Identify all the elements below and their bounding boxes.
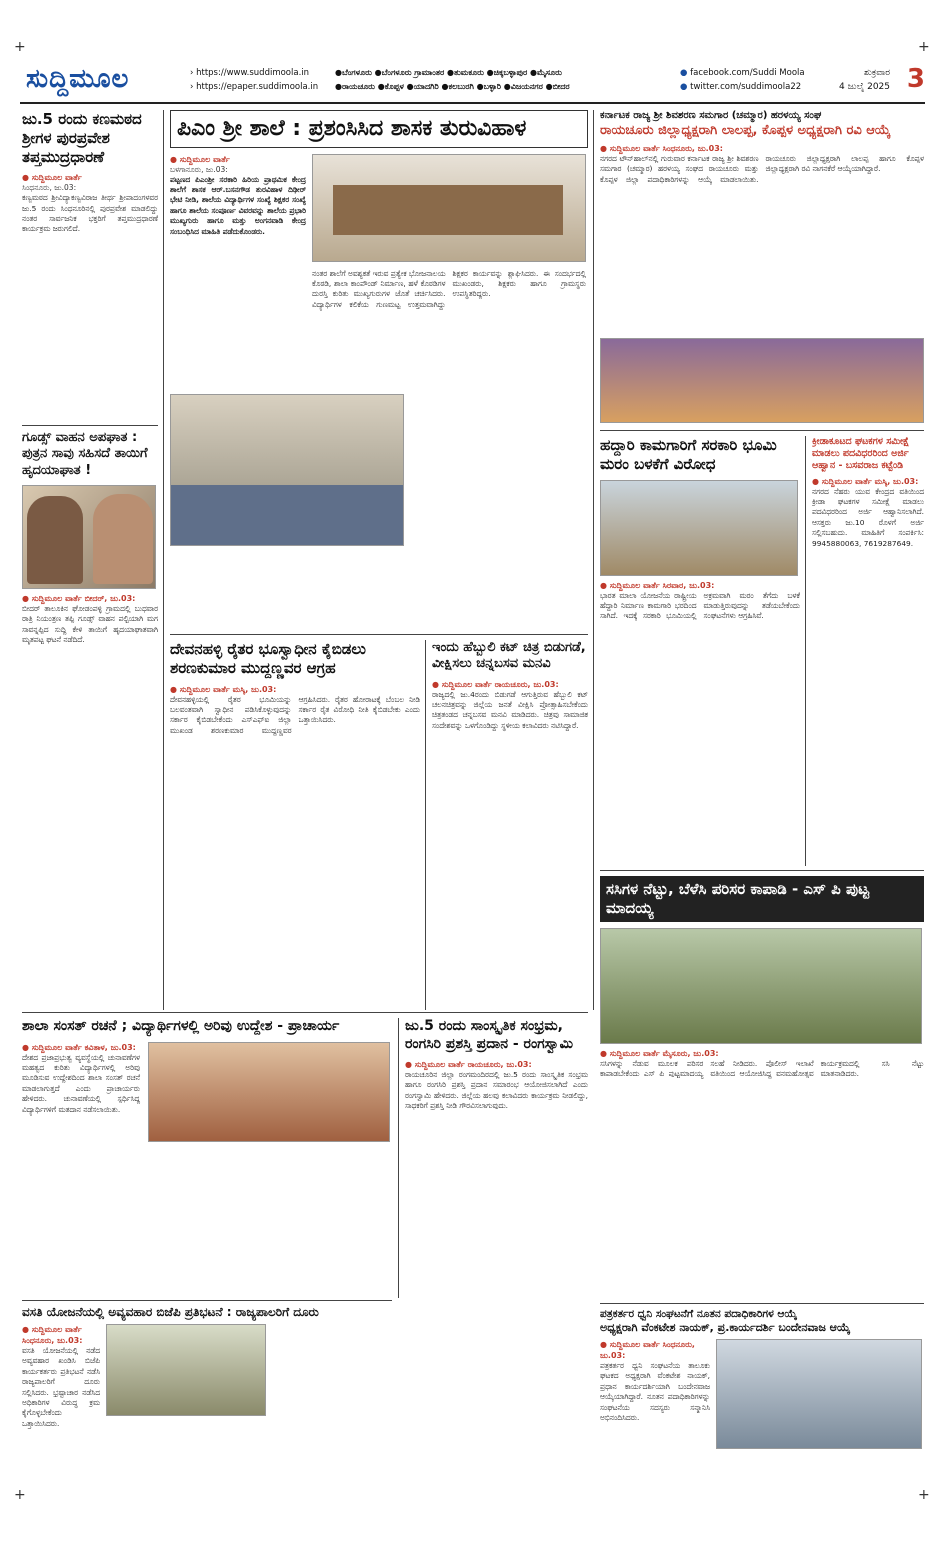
- twitter-link[interactable]: twitter.com/suddimoola22: [690, 82, 802, 92]
- tree-planting-photo: [600, 928, 922, 1044]
- headline-main: ಅಧ್ಯಕ್ಷರಾಗಿ ವೆಂಕಟೇಶ ನಾಯಕ್, ಪ್ರ.ಕಾರ್ಯದರ್ಶಿ ಬಂದೇನವಾಜ ಆಯ್ಕೆ: [600, 1321, 851, 1335]
- article-body: ನಗರದ ನೆಹರು ಯುವ ಕೇಂದ್ರದ ವತಿಯಿಂದ ಕ್ರೀಡಾ ಘಟಕಗಳ ಸಮೀಕ್ಷೆ ಮಾಡಲು ಪದವಿಧರರಿಂದ ಅರ್ಜಿ ಆಹ್ವಾನಿಸಲಾಗಿದೆ. ಆಸಕ್ತರು ಜು.10 ರೊಳಗೆ ಅರ್ಜಿ ಸಲ್ಲಿಸಬಹುದು. ಮಾಹಿತಿಗೆ ಸಂಪರ್ಕಿಸಿ: 9945880063, 7619287649.: [812, 486, 924, 548]
- byline: ● ಸುದ್ದಿಮೂಲ ವಾರ್ತೆ ಸಿಂಧನೂರು, ಜು.03:: [600, 143, 723, 153]
- article-highway-marram: [600, 436, 800, 866]
- headline: ಇಂದು ಹೆಬ್ಬುಲಿ ಕಟ್ ಚಿತ್ರ ಬಿಡುಗಡೆ, ವೀಕ್ಷಿಸಲು ಚನ್ನಬಸವ ಮನವಿ: [432, 640, 586, 672]
- byline: ● ಸುದ್ದಿಮೂಲ ವಾರ್ತೆ ಸಿರವಾರ, ಜು.03:: [600, 580, 715, 590]
- masthead: [20, 62, 925, 104]
- byline: ● ಸುದ್ದಿಮೂಲ ವಾರ್ತೆ ಬೀದರ್, ಜು.03:: [22, 593, 136, 603]
- article-housing-scam-protest: [22, 1305, 392, 1485]
- facebook-link[interactable]: facebook.com/Suddi Moola: [690, 68, 805, 78]
- protest-photo: [600, 480, 798, 576]
- day: ಶುಕ್ರವಾರ: [864, 68, 890, 78]
- article-pm-shri-school: [170, 110, 588, 630]
- article-body: ಭಾರತ ಮಾಲಾ ಯೋಜನೆಯ ರಾಷ್ಟ್ರೀಯ ಹೆದ್ದಾರಿ ನಿರ್ಮಾಣ ಕಾಮಗಾರಿ ಭರದಿಂದ ಸಾಗಿದೆ. ಇದಕ್ಕೆ ಸರಕಾರಿ ಭೂಮಿಯಲ್ಲಿ ಅಕ್ರಮವಾಗಿ ಮರಂ ತೆಗೆದು ಬಳಕೆ ಮಾಡುತ್ತಿರುವುದನ್ನು ತಡೆಯಬೇಕೆಂದು ಸಂಘಟನೆಗಳು ಆಗ್ರಹಿಸಿವೆ.: [600, 590, 800, 621]
- article-samagara-sangha: [600, 110, 924, 425]
- byline: ● ಸುದ್ದಿಮೂಲ ವಾರ್ತೆ: [170, 154, 230, 164]
- newspaper-logo: ಸುದ್ದಿಮೂಲ: [26, 64, 130, 94]
- headline: ಸಸಿಗಳ ನೆಟ್ಟು, ಬೆಳೆಸಿ ಪರಿಸರ ಕಾಪಾಡಿ - ಎಸ್ ಪಿ ಪುಟ್ಟ ಮಾದಯ್ಯ: [600, 876, 924, 922]
- byline: ● ಸುದ್ದಿಮೂಲ ವಾರ್ತೆ ಮಸ್ಕಿ, ಜು.03:: [170, 684, 277, 694]
- twitter-icon: ●: [680, 82, 688, 92]
- headline: ಜು.5 ರಂದು ಕಣಮಠದ ಶ್ರೀಗಳ ಪುರಪ್ರವೇಶ ತಪ್ತಮುದ್ರಧಾರಣೆ: [22, 110, 142, 166]
- article-body: ಸಸಿಗಳನ್ನು ನೆಡುವ ಮೂಲಕ ಪರಿಸರ ಕಾಪಾಡಬೇಕೆಂದು ಎಸ್ ಪಿ ಪುಟ್ಟಮಾದಯ್ಯ ಸಲಹೆ ನೀಡಿದರು. ಪೊಲೀಸ್ ಇಲಾಖೆ ವತಿಯಿಂದ ಆಯೋಜಿಸಿದ್ದ ವನಮಹೋತ್ಸವ ಕಾರ್ಯಕ್ರಮದಲ್ಲಿ ಸಸಿ ನೆಟ್ಟು ಮಾತನಾಡಿದರು.: [600, 1058, 924, 1078]
- headline: ಜು.5 ರಂದು ಸಾಂಸ್ಕೃತಿಕ ಸಂಭ್ರಮ, ರಂಗಸಿರಿ ಪ್ರಶಸ್ತಿ ಪ್ರದಾನ - ರಂಗಸ್ವಾಮಿ: [405, 1018, 574, 1052]
- article-goods-accident: [22, 430, 158, 1010]
- office-bearers-photo: [716, 1339, 922, 1449]
- facebook-icon: ●: [680, 68, 688, 78]
- headline: ದೇವನಹಳ್ಳಿ ರೈತರ ಭೂಸ್ವಾಧೀನ ಕೈಬಿಡಲು ಶರಣಕುಮಾರ ಮುದ್ದಣ್ಣವರ ಆಗ್ರಹ: [170, 640, 366, 677]
- date: 4 ಜುಲೈ 2025: [839, 82, 890, 92]
- article-body: ನಗರದ ಟೌನ್‌ಹಾಲ್‌ನಲ್ಲಿ ಗುರುವಾರ ಕರ್ನಾಟಕ ರಾಜ್ಯ ಶ್ರೀ ಶಿವಶರಣ ಸಮಗಾರ (ಚಮ್ಮಾರ) ಹರಳಯ್ಯ ಸಂಘದ ರಾಯಚೂರು ಮತ್ತು ಕೊಪ್ಪಳ ಜಿಲ್ಲಾ ಪದಾಧಿಕಾರಿಗಳನ್ನು ಆಯ್ಕೆ ಮಾಡಲಾಯಿತು. ರಾಯಚೂರು ಜಿಲ್ಲಾಧ್ಯಕ್ಷರಾಗಿ ಲಾಲಪ್ಪ ಹಾಗೂ ಕೊಪ್ಪಳ ಜಿಲ್ಲಾಧ್ಯಕ್ಷರಾಗಿ ರವಿ ನಾಗನಕೆರೆ ಆಯ್ಕೆಯಾಗಿದ್ದಾರೆ.: [600, 153, 924, 184]
- headline-main: ರಾಯಚೂರು ಜಿಲ್ಲಾಧ್ಯಕ್ಷರಾಗಿ ಲಾಲಪ್ಪ, ಕೊಪ್ಪಳ ಅಧ್ಯಕ್ಷರಾಗಿ ರವಿ ಆಯ್ಕೆ: [600, 122, 891, 138]
- registration-mark: +: [14, 1487, 26, 1503]
- protest-photo: [106, 1324, 266, 1416]
- headline: ಹದ್ದಾರಿ ಕಾಮಗಾರಿಗೆ ಸರಕಾರಿ ಭೂಮಿ ಮರಂ ಬಳಕೆಗೆ ವಿರೋಧ: [600, 436, 777, 473]
- article-body: ದೇವನಹಳ್ಳಿಯಲ್ಲಿ ರೈತರ ಭೂಮಿಯನ್ನು ಬಲವಂತವಾಗಿ ಸ್ವಾಧೀನ ಪಡಿಸಿಕೊಳ್ಳುವುದನ್ನು ಸರ್ಕಾರ ಕೈಬಿಡಬೇಕೆಂದು ಎಸ್ಎಫ್ಐ ಜಿಲ್ಲಾ ಮುಖಂಡ ಶರಣಕುಮಾರ ಮುದ್ದಣ್ಣವರ ಆಗ್ರಹಿಸಿದರು. ರೈತರ ಹೋರಾಟಕ್ಕೆ ಬೆಂಬಲ ನೀಡಿ ಸರ್ಕಾರ ರೈತ ವಿರೋಧಿ ನೀತಿ ಕೈಬಿಡಬೇಕು ಎಂದು ಒತ್ತಾಯಿಸಿದರು.: [170, 694, 420, 735]
- epaper-link[interactable]: https://epaper.suddimoola.in: [196, 82, 319, 92]
- article-body: ಪತ್ರಕರ್ತರ ಧ್ವನಿ ಸಂಘಟನೆಯ ತಾಲೂಕು ಘಟಕದ ಅಧ್ಯಕ್ಷರಾಗಿ ವೆಂಕಟೇಶ ನಾಯಕ್, ಪ್ರಧಾನ ಕಾರ್ಯದರ್ಶಿಯಾಗಿ ಬಂದೇನವಾಜ ಆಯ್ಕೆಯಾಗಿದ್ದಾರೆ. ನೂತನ ಪದಾಧಿಕಾರಿಗಳನ್ನು ಸಂಘಟನೆಯ ಸದಸ್ಯರು ಸನ್ಮಾನಿಸಿ ಅಭಿನಂದಿಸಿದರು.: [600, 1360, 710, 1422]
- article-body: ವಸತಿ ಯೋಜನೆಯಲ್ಲಿ ನಡೆದ ಅವ್ಯವಹಾರ ಖಂಡಿಸಿ ಬಿಜೆಪಿ ಕಾರ್ಯಕರ್ತರು ಪ್ರತಿಭಟನೆ ನಡೆಸಿ ರಾಜ್ಯಪಾಲರಿಗೆ ದೂರು ಸಲ್ಲಿಸಿದರು. ಭ್ರಷ್ಟಾಚಾರ ನಡೆಸಿದ ಅಧಿಕಾರಿಗಳ ವಿರುದ್ಧ ಕ್ರಮ ಕೈಗೊಳ್ಳಬೇಕೆಂದು ಒತ್ತಾಯಿಸಿದರು.: [22, 1346, 100, 1428]
- byline: ● ಸುದ್ದಿಮೂಲ ವಾರ್ತೆ ಕವಿತಾಳ, ಜು.03:: [22, 1042, 136, 1052]
- article-body: ಕಣ್ವಮಠದ ಶ್ರೀವಿದ್ಯಾಕಣ್ವವಿರಾಜ ತೀರ್ಥ ಶ್ರೀಪಾದಂಗಳವರ ಜು.5 ರಂದು ಸಿಂಧನೂರಿನಲ್ಲಿ ಪುರಪ್ರವೇಶ ಮಾಡಲಿದ್ದು ನಂತರ ಸಾರ್ವಜನಿಕ ಭಕ್ತರಿಗೆ ತಪ್ತಮುದ್ರಧಾರಣೆ ಕಾರ್ಯಕ್ರಮ ಜರುಗಲಿದೆ.: [22, 193, 158, 234]
- registration-mark: +: [14, 39, 26, 55]
- edition-cities: [335, 66, 695, 94]
- article-devanahalli: [170, 640, 420, 1010]
- headline: ಪಿಎಂ ಶ್ರೀ ಶಾಲೆ : ಪ್ರಶಂಸಿಸಿದ ಶಾಸಕ ತುರುವಿಹಾಳ: [170, 110, 588, 148]
- article-lead: ಪಟ್ಟಣದ ಪಿಎಂಶ್ರೀ ಸರಕಾರಿ ಹಿರಿಯ ಪ್ರಾಥಮಿಕ ಕೇಂದ್ರ ಶಾಲೆಗೆ ಶಾಸಕ ಆರ್.ಬಸನಗೌಡ ತುರವಿಹಾಳ ದಿಢೀರ್ ಭೇಟಿ ನೀಡಿ, ಶಾಲೆಯ ವಿದ್ಯಾರ್ಥಿಗಳ ಸಂಖ್ಯೆ ಶಿಕ್ಷಕರ ಸಂಖ್ಯೆ ಹಾಗೂ ಶಾಲೆಯ ಸಂಪೂರ್ಣ ವಿವರವನ್ನು ಶಾಲೆಯ ಪ್ರಭಾರಿ ಮುಖ್ಯಗುರು ಹಾಗೂ ಮತ್ತು ಅಂಗನವಾಡಿ ಕೇಂದ್ರ ಸಂಬಂಧಿಸಿದ ಮಾಹಿತಿ ಪಡೆದುಕೊಂಡರು.: [170, 174, 306, 236]
- article-body: ನಂತರ ಶಾಲೆಗೆ ಅವಶ್ಯಕತೆ ಇರುವ ಪ್ರತ್ಯೇಕ ಭೋಜನಾಲಯ ಕೊಠಡಿ, ಶಾಲಾ ಕಾಂಪೌಂಡ್ ನಿರ್ಮಾಣ, ಹಳೆ ಕೊಠಡಿಗಳ ದುರಸ್ತಿ ಕುರಿತು ಮುಖ್ಯಗುರುಗಳ ಜೊತೆ ಚರ್ಚಿಸಿದರು. ವಿದ್ಯಾರ್ಥಿಗಳ ಕಲಿಕೆಯ ಗುಣಮಟ್ಟ ಉತ್ತಮವಾಗಿದ್ದು ಶಿಕ್ಷಕರ ಕಾರ್ಯವನ್ನು ಶ್ಲಾಘಿಸಿದರು. ಈ ಸಂದರ್ಭದಲ್ಲಿ ಮುಖಂಡರು, ಶಿಕ್ಷಕರು ಹಾಗೂ ಗ್ರಾಮಸ್ಥರು ಉಪಸ್ಥಿತರಿದ್ದರು.: [312, 268, 586, 309]
- page-number: 3: [906, 64, 925, 94]
- school-parliament-photo: [148, 1042, 390, 1142]
- date-block: [839, 66, 890, 94]
- website-links: › https://www.suddimoola.in › https://epaper.suddimoola.in: [190, 68, 319, 92]
- dateline: ಸಿಂಧನೂರು, ಜು.03:: [22, 183, 77, 193]
- article-hebbuli-cut: [432, 640, 588, 1010]
- byline: ● ಸುದ್ದಿಮೂಲ ವಾರ್ತೆ: [22, 173, 82, 183]
- article-body: ಬೀದರ್ ತಾಲೂಕಿನ ಘೋಡಂಪಳ್ಳಿ ಗ್ರಾಮದಲ್ಲಿ ಬುಧವಾರ ರಾತ್ರಿ ನಿಯಂತ್ರಣ ತಪ್ಪಿ ಗೂಡ್ಸ್ ವಾಹನ ಪಲ್ಟಿಯಾಗಿ ಮಗ ಸಾವನ್ನಪ್ಪಿದ ಸುದ್ದಿ ಕೇಳಿ ತಾಯಿಗೆ ಹೃದಯಾಘಾತವಾಗಿ ಮೃತಪಟ್ಟ ಘಟನೆ ನಡೆದಿದೆ.: [22, 603, 158, 644]
- registration-mark: +: [918, 1487, 930, 1503]
- article-journalists-union: [600, 1308, 924, 1488]
- article-sports-survey: [812, 436, 924, 866]
- article-school-parliament: [22, 1018, 392, 1288]
- byline: ● ಸುದ್ದಿಮೂಲ ವಾರ್ತೆ ಮೈಸೂರು, ಜು.03:: [600, 1048, 719, 1058]
- byline: ● ಸುದ್ದಿಮೂಲ ವಾರ್ತೆ ಮಸ್ಕಿ, ಜು.03:: [812, 476, 919, 486]
- edition-cities-line: ●ಬೆಂಗಳೂರು ●ಬೆಂಗಳೂರು ಗ್ರಾಮಾಂತರ ●ತುಮಕೂರು ●ಚಿಕ್ಕಬಳ್ಳಾಪುರ ●ಮೈಸೂರು: [335, 68, 562, 77]
- social-links: [680, 66, 805, 94]
- headline: ಶಾಲಾ ಸಂಸತ್ ರಚನೆ ; ವಿದ್ಯಾರ್ಥಿಗಳಲ್ಲಿ ಅರಿವು ಉದ್ದೇಶ - ಪ್ರಾಚಾರ್ಯ: [22, 1018, 340, 1034]
- edition-cities-line: ●ರಾಯಚೂರು ●ಕೊಪ್ಪಳ ●ಯಾದಗಿರಿ ●ಕಲಬುರಗಿ ●ಬಳ್ಳಾರಿ ●ವಿಜಯನಗರ ●ಬೀದರ: [335, 82, 570, 91]
- article-kanamatha: [22, 110, 158, 410]
- article-body: ರಾಜ್ಯದಲ್ಲಿ ಜು.4ರಂದು ಬಿಡುಗಡೆ ಆಗುತ್ತಿರುವ ಹೆಬ್ಬುಲಿ ಕಟ್ ಚಲನಚಿತ್ರವನ್ನು ಜಿಲ್ಲೆಯ ಜನತೆ ವೀಕ್ಷಿಸಿ ಪ್ರೋತ್ಸಾಹಿಸಬೇಕೆಂದು ಚಿತ್ರತಂಡದ ಚನ್ನಬಸವ ಮನವಿ ಮಾಡಿದರು. ಚಿತ್ರವು ಸಾಮಾಜಿಕ ಸಂದೇಶವನ್ನು ಒಳಗೊಂಡಿದ್ದು ಸ್ಥಳೀಯ ಕಲಾವಿದರು ನಟಿಸಿದ್ದಾರೆ.: [432, 689, 588, 730]
- byline: ● ಸುದ್ದಿಮೂಲ ವಾರ್ತೆ ಸಿಂಧನೂರು, ಜು.03:: [600, 1339, 695, 1360]
- headline: ಕರ್ನಾಟಕ ರಾಜ್ಯ ಶ್ರೀ ಶಿವಶರಣ ಸಮಗಾರ (ಚಮ್ಮಾರ) ಹರಳಯ್ಯ ಸಂಘ: [600, 110, 822, 121]
- byline: ● ಸುದ್ದಿಮೂಲ ವಾರ್ತೆ ರಾಯಚೂರು, ಜು.03:: [405, 1060, 532, 1069]
- article-tree-planting: [600, 876, 924, 1301]
- byline: ● ಸುದ್ದಿಮೂಲ ವಾರ್ತೆ ಸಿಂಧನೂರು, ಜು.03:: [22, 1325, 83, 1345]
- article-rangasiri-award: [405, 1018, 588, 1488]
- headline: ವಸತಿ ಯೋಜನೆಯಲ್ಲಿ ಅವ್ಯವಹಾರ ಬಿಜೆಪಿ ಪ್ರತಿಭಟನೆ : ರಾಜ್ಯಪಾಲರಿಗೆ ದೂರು: [22, 1305, 319, 1319]
- classroom-photo: [312, 154, 586, 262]
- accident-photo: [22, 485, 156, 589]
- headline: ಗೂಡ್ಸ್ ವಾಹನ ಅಪಘಾತ : ಪುತ್ರನ ಸಾವು ಸಹಿಸದೆ ತಾಯಿಗೆ ಹೃದಯಾಘಾತ !: [22, 430, 148, 478]
- dateline: ಬಳಗಾನೂರು, ಜು.03:: [170, 164, 228, 174]
- headline: ಪತ್ರಕರ್ತರ ಧ್ವನಿ ಸಂಘಟನೆಗೆ ನೂತನ ಪದಾಧಿಕಾರಿಗಳ ಆಯ್ಕೆ: [600, 1308, 798, 1320]
- registration-mark: +: [918, 39, 930, 55]
- article-body: ರಾಯಚೂರಿನ ಜಿಲ್ಲಾ ರಂಗಮಂದಿರದಲ್ಲಿ ಜು.5 ರಂದು ಸಾಂಸ್ಕೃತಿಕ ಸಂಭ್ರಮ ಹಾಗೂ ರಂಗಸಿರಿ ಪ್ರಶಸ್ತಿ ಪ್ರದಾನ ಸಮಾರಂಭ ಆಯೋಜಿಸಲಾಗಿದೆ ಎಂದು ರಂಗಸ್ವಾಮಿ ಹೇಳಿದರು. ಜಿಲ್ಲೆಯ ಹಲವು ಕಲಾವಿದರು ಕಾರ್ಯಕ್ರಮ ನೀಡಲಿದ್ದು, ಸಾಧಕರಿಗೆ ಪ್ರಶಸ್ತಿ ನೀಡಿ ಗೌರವಿಸಲಾಗುವುದು.: [405, 1070, 588, 1111]
- byline: ● ಸುದ್ದಿಮೂಲ ವಾರ್ತೆ ರಾಯಚೂರು, ಜು.03:: [432, 679, 559, 689]
- website-link[interactable]: https://www.suddimoola.in: [196, 68, 310, 78]
- headline: ಕ್ರೀಡಾಕೂಟದ ಘಟಕಗಳ ಸಮೀಕ್ಷೆ ಮಾಡಲು ಪದವಿಧರರಿಂದ ಅರ್ಜಿ ಆಹ್ವಾನ - ಬಸವರಾಜ ಕಟ್ಟೆಂಡಿ: [812, 436, 910, 471]
- article-body: ದೇಶದ ಪ್ರಜಾಪ್ರಭುತ್ವ ವ್ಯವಸ್ಥೆಯಲ್ಲಿ ಚುನಾವಣೆಗಳ ಮಹತ್ವದ ಕುರಿತು ವಿದ್ಯಾರ್ಥಿಗಳಲ್ಲಿ ಅರಿವು ಮೂಡಿಸುವ ಉದ್ದೇಶದಿಂದ ಶಾಲಾ ಸಂಸತ್ ರಚನೆ ಮಾಡಲಾಗುತ್ತದೆ ಎಂದು ಪ್ರಾಚಾರ್ಯರು ಹೇಳಿದರು. ಚುನಾವಣೆಯಲ್ಲಿ ಸ್ಪರ್ಧಿಸಿದ್ದ ವಿದ್ಯಾರ್ಥಿಗಳಿಗೆ ಮತದಾನ ನಡೆಸಲಾಯಿತು.: [22, 1052, 140, 1114]
- felicitation-photo: [600, 338, 924, 423]
- students-photo: [170, 394, 404, 546]
